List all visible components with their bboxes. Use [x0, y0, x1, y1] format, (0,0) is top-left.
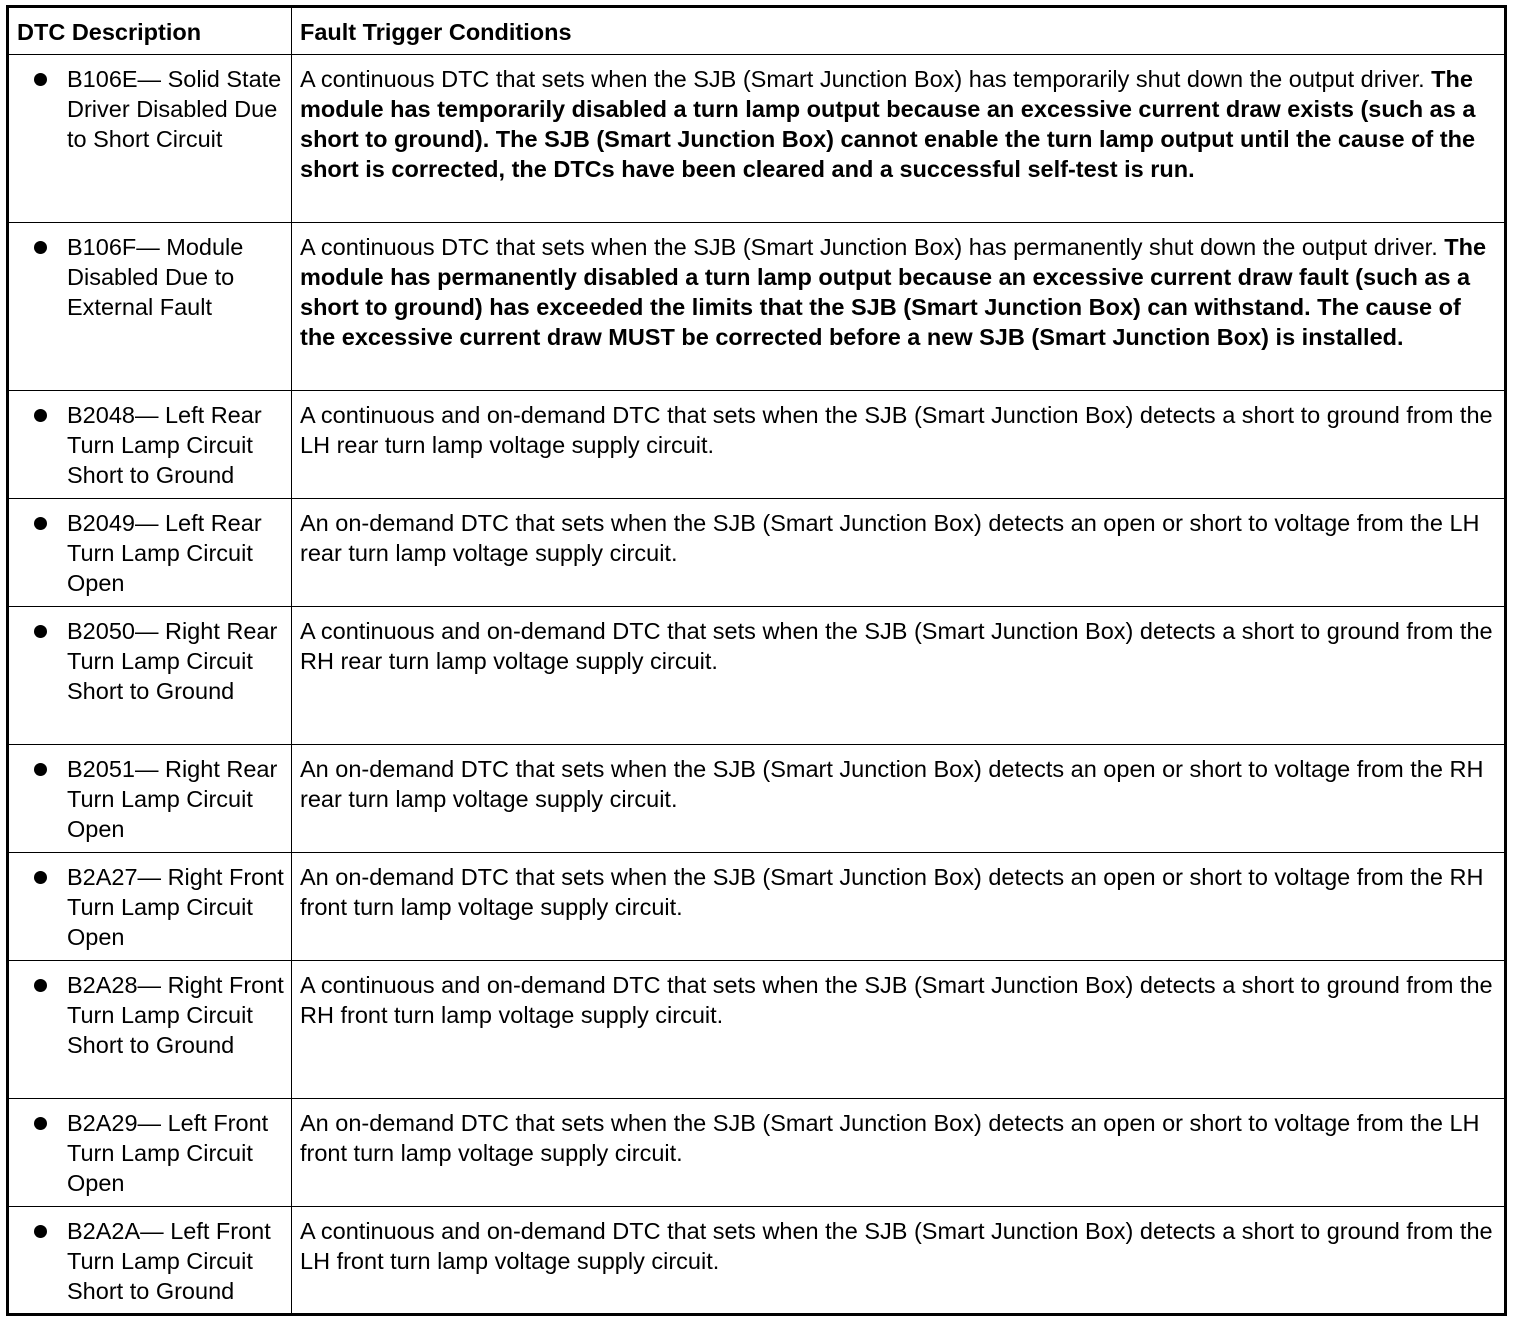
fault-condition-text: An on-demand DTC that sets when the SJB (Smart Junction Box) detects an open or short to voltage from the RH rear turn lamp voltage supply circuit.	[300, 756, 1484, 812]
fault-condition-cell	[292, 745, 1506, 853]
fault-condition-text: An on-demand DTC that sets when the SJB (Smart Junction Box) detects an open or short to voltage from the LH rear turn lamp voltage supply circuit.	[300, 510, 1480, 566]
dtc-description-cell	[8, 607, 292, 745]
table-row	[8, 961, 1506, 1099]
fault-condition-plain: A continuous DTC that sets when the SJB (Smart Junction Box) has permanently shut down the output driver.	[300, 234, 1445, 260]
table-row	[8, 223, 1506, 391]
table-row	[8, 853, 1506, 961]
bullet-icon	[34, 625, 47, 638]
dtc-description-cell	[8, 55, 292, 223]
dtc-description-cell	[8, 853, 292, 961]
fault-condition-cell	[292, 1207, 1506, 1315]
dtc-description: B106E— Solid State Driver Disabled Due to Short Circuit	[67, 66, 282, 152]
bullet-icon	[34, 763, 47, 776]
dtc-description-cell	[8, 499, 292, 607]
bullet-icon	[34, 517, 47, 530]
bullet-icon	[34, 241, 47, 254]
dtc-description-cell	[8, 745, 292, 853]
dtc-description: B106F— Module Disabled Due to External Fault	[67, 234, 244, 320]
dtc-description: B2A29— Left Front Turn Lamp Circuit Open	[67, 1110, 269, 1196]
header-fault-trigger-conditions: Fault Trigger Conditions	[292, 7, 1506, 55]
bullet-icon	[34, 409, 47, 422]
fault-condition-text: A continuous and on-demand DTC that sets when the SJB (Smart Junction Box) detects a short to ground from the RH front turn lamp voltage supply circuit.	[300, 972, 1493, 1028]
dtc-description: B2050— Right Rear Turn Lamp Circuit Short to Ground	[67, 618, 278, 704]
dtc-description: B2049— Left Rear Turn Lamp Circuit Open	[67, 510, 262, 596]
dtc-description: B2048— Left Rear Turn Lamp Circuit Short to Ground	[67, 402, 262, 488]
dtc-table	[6, 5, 1507, 1316]
fault-condition-cell	[292, 223, 1506, 391]
dtc-description: B2A27— Right Front Turn Lamp Circuit Open	[67, 864, 284, 950]
fault-condition-cell	[292, 499, 1506, 607]
bullet-icon	[34, 73, 47, 86]
fault-condition-cell	[292, 1099, 1506, 1207]
fault-condition-cell	[292, 961, 1506, 1099]
dtc-description: B2A28— Right Front Turn Lamp Circuit Short to Ground	[67, 972, 284, 1058]
fault-condition-cell	[292, 391, 1506, 499]
dtc-description: B2051— Right Rear Turn Lamp Circuit Open	[67, 756, 278, 842]
fault-condition-bold: The module has temporarily disabled a turn lamp output because an excessive current draw exists (such as a short to ground). The SJB (Smart Junction Box) cannot enable the turn lamp output until the cause of the short is corrected, the DTCs have been cleared and a successful self-test is run.	[300, 66, 1476, 182]
bullet-icon	[34, 1225, 47, 1238]
dtc-description-cell	[8, 1099, 292, 1207]
header-dtc-description: DTC Description	[8, 7, 292, 55]
bullet-icon	[34, 1117, 47, 1130]
fault-condition-text	[292, 223, 1504, 358]
fault-condition-bold: The module has permanently disabled a turn lamp output because an excessive current draw fault (such as a short to ground) has exceeded the limits that the SJB (Smart Junction Box) can withstand. The cause of the excessive current draw MUST be corrected before a new SJB (Smart Junction Box) is installed.	[300, 234, 1487, 350]
dtc-description-cell	[8, 1207, 292, 1315]
dtc-description-cell	[8, 961, 292, 1099]
fault-condition-cell	[292, 853, 1506, 961]
bullet-icon	[34, 871, 47, 884]
fault-condition-cell	[292, 55, 1506, 223]
fault-condition-text: A continuous and on-demand DTC that sets when the SJB (Smart Junction Box) detects a short to ground from the RH rear turn lamp voltage supply circuit.	[300, 618, 1493, 674]
bullet-icon	[34, 979, 47, 992]
table-row	[8, 1099, 1506, 1207]
fault-condition-text: An on-demand DTC that sets when the SJB (Smart Junction Box) detects an open or short to voltage from the RH front turn lamp voltage supply circuit.	[300, 864, 1484, 920]
fault-condition-cell	[292, 607, 1506, 745]
fault-condition-text	[292, 55, 1504, 190]
dtc-description: B2A2A— Left Front Turn Lamp Circuit Short to Ground	[67, 1218, 271, 1304]
fault-condition-plain: A continuous DTC that sets when the SJB (Smart Junction Box) has temporarily shut down the output driver.	[300, 66, 1432, 92]
table-row	[8, 745, 1506, 853]
table-header-row	[8, 7, 1506, 55]
table-row	[8, 607, 1506, 745]
fault-condition-text: A continuous and on-demand DTC that sets when the SJB (Smart Junction Box) detects a short to ground from the LH front turn lamp voltage supply circuit.	[300, 1218, 1493, 1274]
table-row	[8, 55, 1506, 223]
dtc-description-cell	[8, 391, 292, 499]
table-row	[8, 1207, 1506, 1315]
fault-condition-text: A continuous and on-demand DTC that sets when the SJB (Smart Junction Box) detects a short to ground from the LH rear turn lamp voltage supply circuit.	[300, 402, 1493, 458]
dtc-description-cell	[8, 223, 292, 391]
table-row	[8, 499, 1506, 607]
fault-condition-text: An on-demand DTC that sets when the SJB (Smart Junction Box) detects an open or short to voltage from the LH front turn lamp voltage supply circuit.	[300, 1110, 1480, 1166]
table-row	[8, 391, 1506, 499]
